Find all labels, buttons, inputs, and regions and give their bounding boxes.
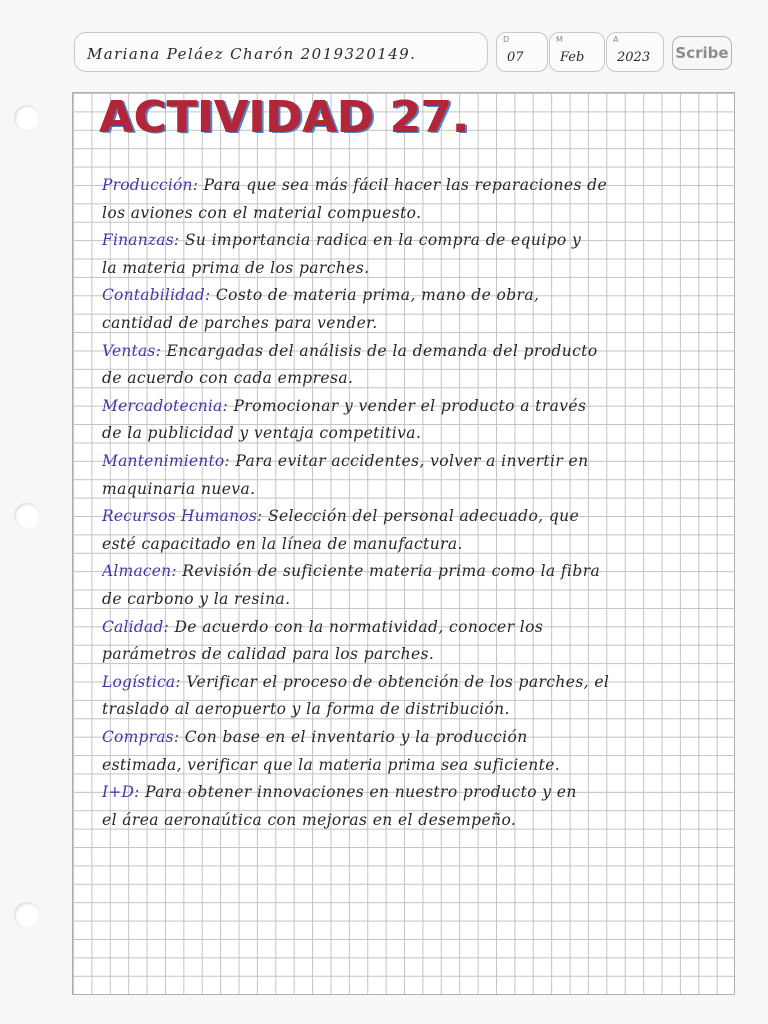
note-line — [102, 480, 714, 506]
area-label: Compras — [102, 728, 174, 746]
area-label: Calidad — [102, 617, 164, 636]
note-line — [102, 204, 714, 230]
name-box — [74, 32, 488, 72]
area-label: Ventas — [102, 341, 156, 360]
label-colon: : — [155, 341, 167, 360]
note-line — [102, 452, 714, 478]
note-text: de la publicidad y ventaja competitiva. — [102, 424, 422, 443]
note-text: la materia prima de los parches. — [102, 258, 370, 277]
note-text: esté capacitado en la línea de manufactura. — [102, 534, 463, 553]
note-line — [102, 645, 714, 671]
note-text: el área aeronaútica con mejoras en el desempeño. — [102, 810, 517, 829]
note-text: cantidad de parches para vender. — [102, 314, 378, 332]
label-colon: : — [173, 728, 185, 746]
label-colon: : — [134, 783, 146, 802]
label-colon: : — [224, 452, 236, 470]
note-line — [102, 424, 714, 450]
note-text: Verificar el proceso de obtención de los parches, el — [186, 672, 610, 691]
area-label: Mercadotecnia — [102, 396, 223, 415]
label-colon: : — [171, 562, 183, 581]
label-colon: : — [175, 672, 187, 691]
note-text: Con base en el inventario y la producción — [184, 728, 528, 746]
note-line — [102, 286, 714, 312]
area-label: Logística — [102, 672, 176, 691]
month-value: Feb — [560, 50, 585, 65]
day-value: 07 — [507, 50, 524, 65]
label-colon: : — [222, 396, 234, 415]
area-label: Finanzas — [102, 231, 174, 250]
page-title: ACTIVIDAD 27. — [100, 92, 471, 143]
binder-hole-3 — [14, 902, 40, 928]
note-text: Para evitar accidentes, volver a invertir en — [235, 452, 589, 470]
note-line — [102, 618, 714, 644]
note-text: Su importancia radica en la compra de equipo y — [184, 231, 582, 250]
note-text: estimada, verificar que la materia prima sea suficiente. — [102, 755, 561, 774]
area-label: Mantenimiento — [102, 452, 225, 470]
label-colon: : — [204, 286, 216, 305]
note-text: de carbono y la resina. — [102, 590, 291, 608]
note-line — [102, 700, 714, 726]
note-text: Selección del personal adecuado, que — [267, 507, 580, 526]
area-label: Producción — [102, 176, 193, 194]
note-line — [102, 369, 714, 395]
note-text: Revisión de suficiente materia prima como la fibra — [182, 562, 601, 581]
note-text: Para que sea más fácil hacer las reparaciones de — [203, 176, 608, 194]
label-colon: : — [173, 231, 185, 250]
binder-hole-2 — [14, 503, 40, 529]
area-label: Almacen — [102, 562, 172, 581]
note-line — [102, 507, 714, 533]
year-value: 2023 — [617, 50, 651, 65]
brand-logo: Scribe — [672, 36, 732, 70]
note-line — [102, 314, 714, 340]
note-line — [102, 590, 714, 616]
note-line — [102, 231, 714, 257]
area-label: I+D — [102, 783, 135, 802]
note-text: Encargadas del análisis de la demanda del producto — [166, 341, 598, 360]
note-line — [102, 783, 714, 809]
note-line — [102, 756, 714, 782]
note-text: parámetros de calidad para los parches. — [102, 645, 435, 664]
note-line — [102, 397, 714, 423]
label-colon: : — [163, 617, 175, 636]
note-text: de acuerdo con cada empresa. — [102, 369, 354, 388]
day-box — [496, 32, 548, 72]
note-text: traslado al aeropuerto y la forma de distribución. — [102, 700, 510, 719]
area-label: Recursos Humanos — [102, 507, 257, 526]
month-label: M — [556, 35, 563, 44]
note-text: Promocionar y vender el producto a través — [233, 396, 587, 415]
label-colon: : — [192, 176, 204, 194]
note-text: Costo de materia prima, mano de obra, — [215, 286, 540, 305]
student-name: Mariana Peláez Charón 2019320149. — [87, 45, 417, 63]
label-colon: : — [257, 507, 268, 526]
note-text: Para obtener innovaciones en nuestro producto y en — [145, 783, 577, 802]
note-line — [102, 673, 714, 699]
note-text: los aviones con el material compuesto. — [102, 203, 422, 222]
note-line — [102, 728, 714, 754]
month-box — [549, 32, 605, 72]
note-line — [102, 259, 714, 285]
binder-hole-1 — [14, 105, 40, 131]
note-line — [102, 176, 714, 202]
year-label: A — [613, 35, 619, 44]
area-label: Contabilidad — [102, 286, 205, 305]
note-line — [102, 342, 714, 368]
note-line — [102, 811, 714, 837]
day-label: D — [503, 35, 510, 44]
note-line — [102, 535, 714, 561]
year-box — [606, 32, 664, 72]
note-text: maquinaria nueva. — [102, 479, 256, 498]
note-line — [102, 562, 714, 588]
note-text: De acuerdo con la normatividad, conocer los — [174, 617, 544, 636]
